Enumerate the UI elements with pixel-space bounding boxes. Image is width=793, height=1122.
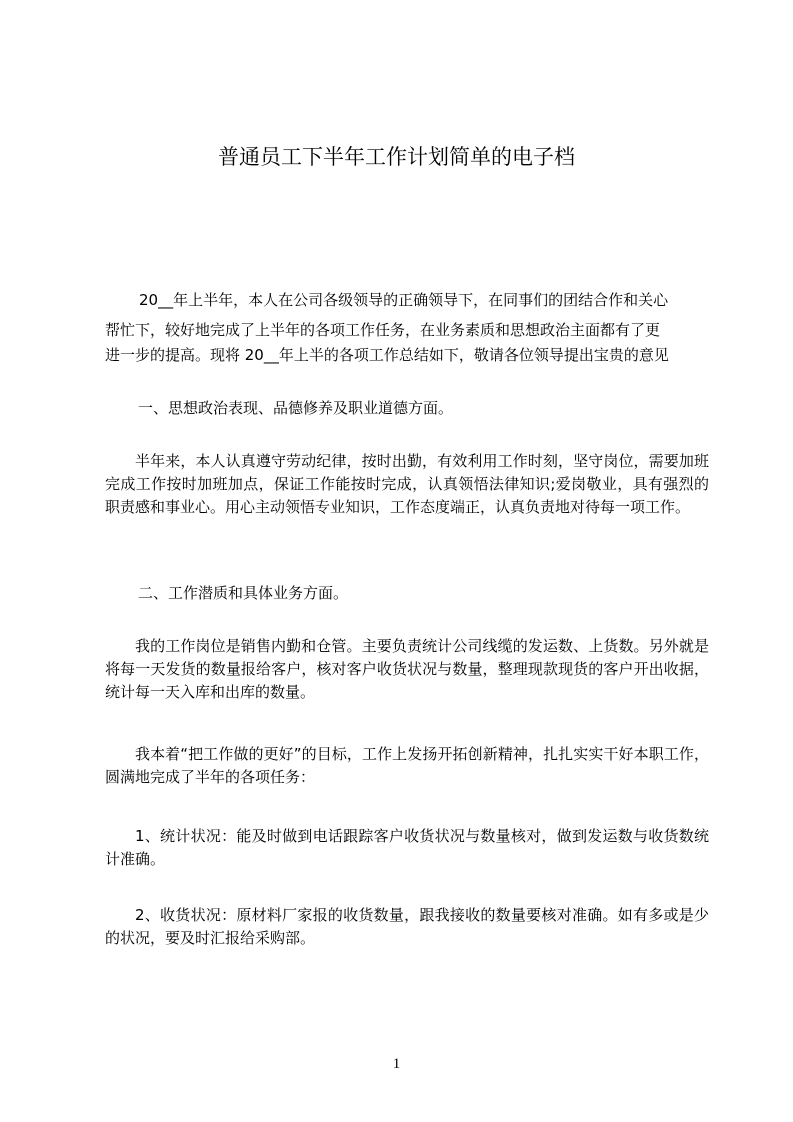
- list-item-statistics: 1、统计状况：能及时做到电话跟踪客户收货状况与数量核对，做到发运数与收货数统计准确。: [105, 827, 709, 868]
- intro-line-2: 帮忙下，较好地完成了上半年的各项工作任务，在业务素质和思想政治主面都有了更: [105, 321, 661, 339]
- page-number: 1: [392, 1056, 401, 1072]
- list-item-receiving: 2、收货状况：原材料厂家报的收货数量，跟我接收的数量要核对准确。如有多或是少的状况，要及时汇报给采购部。: [105, 906, 709, 947]
- section-heading-1: 一、思想政治表现、品德修养及职业道德方面。: [138, 399, 454, 417]
- intro-line-1: 20__年上半年，本人在公司各级领导的正确领导下，在同事们的团结合作和关心: [139, 291, 669, 309]
- paragraph-conduct: 半年来，本人认真遵守劳动纪律，按时出勤，有效利用工作时刻，坚守岗位，需要加班完成工作按时加班加点，保证工作能按时完成，认真领悟法律知识;爱岗敬业，具有强烈的职责感和事业心。用心主动领悟专业知识，工作态度端正，认真负责地对待每一项工作。: [105, 452, 709, 516]
- paragraph-duties: 我的工作岗位是销售内勤和仓管。主要负责统计公司线缆的发运数、上货数。另外就是将每一天发货的数量报给客户，核对客户收货状况与数量，整理现款现货的客户开出收据，统计每一天入库和出库的数量。: [105, 637, 709, 701]
- paragraph-goal: 我本着“把工作做的更好”的目标，工作上发扬开拓创新精神，扎扎实实干好本职工作，圆满地完成了半年的各项任务：: [105, 745, 709, 786]
- intro-line-3: 进一步的提高。现将 20__年上半的各项工作总结如下，敬请各位领导提出宝贵的意见: [105, 346, 669, 364]
- page-title: 普通员工下半年工作计划简单的电子档: [218, 145, 575, 169]
- section-heading-2: 二、工作潜质和具体业务方面。: [138, 584, 349, 602]
